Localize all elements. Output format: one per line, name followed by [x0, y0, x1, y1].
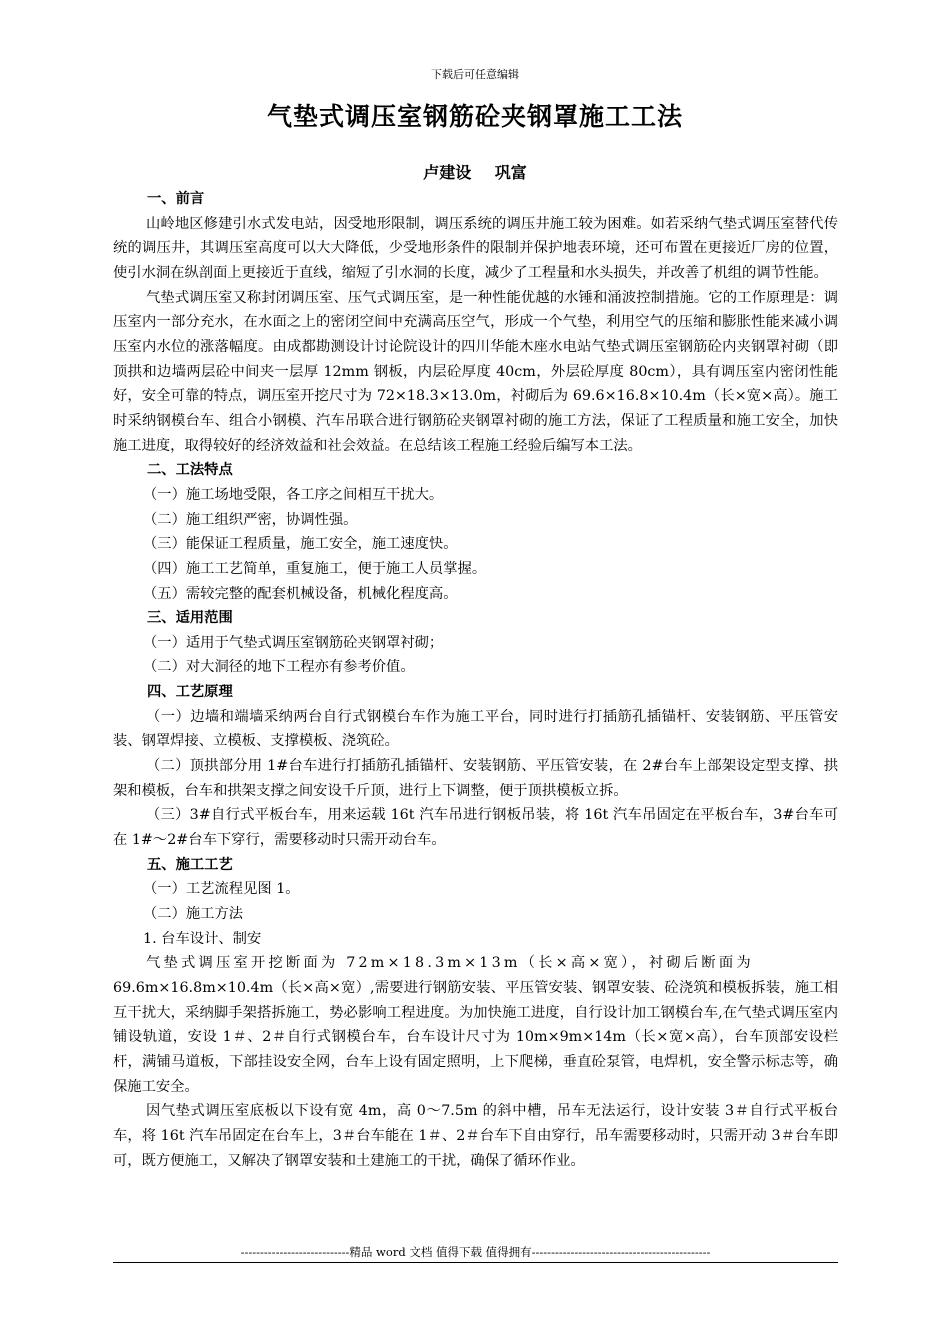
- paragraph: 山岭地区修建引水式发电站，因受地形限制，调压系统的调压井施工较为困难。如若采纳气垫式调压室替代传统的调压井，其调压室高度可以大大降低，少受地形条件的限制并保护地表环境，还可布置在更接近厂房的位置，使引水洞在纵剖面上更接近于直线，缩短了引水洞的长度，减少了工程量和水头损失，并改善了机组的调节性能。: [113, 215, 838, 281]
- section-heading-principle: 四、工艺原理: [147, 684, 233, 701]
- paragraph: （三）3#自行式平板台车，用来运载 16t 汽车吊进行钢板吊装，将 16t 汽车吊固定在平板台车，3#台车可在 1#～2#台车下穿行，需要移动时只需开动台车。: [113, 807, 838, 849]
- document-title: 气垫式调压室钢筋砼夹钢罩施工工法: [266, 102, 683, 131]
- list-item: （四）施工工艺简单，重复施工，便于施工人员掌握。: [143, 560, 487, 577]
- paragraph: 气垫式调压室又称封闭调压室、压气式调压室，是一种性能优越的水锤和涌波控制措施。它的工作原理是：调压室内一部分充水，在水面之上的密闭空间中充满高压空气，形成一个气垫，利用空气的压缩和膨胀性能来减小调压室内水位的涨落幅度。由成都勘测设计讨论院设计的四川华能木座水电站气垫式调压室钢筋砼内夹钢罩衬砌（即顶拱和边墙两层砼中间夹一层厚 12mm 钢板，内层砼厚度 40cm，外层砼厚度 80cm），具有调压室内密闭性能好，安全可靠的特点，调压室开挖尺寸为 72×18.3×13.0m，衬砌后为 69.6×16.8×10.4m（长×宽×高）。施工时采纳钢模台车、组合小钢模、汽车吊联合进行钢筋砼夹钢罩衬砌的施工方法，保证了工程质量和施工安全，加快施工进度，取得较好的经济效益和社会效益。在总结该工程施工经验后编写本工法。: [113, 289, 838, 454]
- authors: [0, 160, 950, 183]
- page-header: 下载后可任意编辑: [431, 68, 519, 81]
- list-item: （三）能保证工程质量，施工安全，施工速度快。: [143, 536, 458, 553]
- paragraph: （二）顶拱部分用 1#台车进行打插筋孔插锚杆、安装钢筋、平压管安装，在 2#台车上部架设定型支撑、拱架和模板，台车和拱架支撑之间安设千斤顶，进行上下调整，便于顶拱模板立拆。: [113, 758, 838, 799]
- paragraph: （一）边墙和端墙采纳两台自行式钢模台车作为施工平台，同时进行打插筋孔插锚杆、安装钢筋、平压管安装、钢罩焊接、立模板、支撑模板、浇筑砼。: [113, 708, 838, 750]
- list-item: （二）对大洞径的地下工程亦有参考价值。: [143, 659, 415, 676]
- list-item: （五）需较完整的配套机械设备，机械化程度高。: [143, 585, 458, 602]
- paragraph-first-line: 气垫式调压室开挖断面为 72m×18.3m×13m（长×高×宽），衬砌后断面为: [146, 955, 754, 972]
- section-heading-features: 二、工法特点: [147, 462, 233, 479]
- list-item: （一）适用于气垫式调压室钢筋砼夹钢罩衬砌；: [143, 634, 444, 651]
- footer-divider: [113, 1262, 838, 1263]
- page-footer: ----------------------------精品 word 文档 值得下载 值得拥有----------------------------------------------: [240, 1245, 711, 1259]
- list-item: （一）施工场地受限，各工序之间相互干扰大。: [143, 486, 444, 503]
- list-item: （二）施工组织严密，协调性强。: [143, 511, 358, 528]
- paragraph: 因气垫式调压室底板以下设有宽 4m，高 0～7.5m 的斜中槽，吊车无法运行，设计安装 3＃自行式平板台车，将 16t 汽车吊固定在台车上，3＃台车能在 1＃、2＃台车下自由穿行，吊车需要移动时，只需开动 3＃台车即可，既方便施工，又解决了钢罩安装和土建施工的干扰，确保了循环作业。: [113, 1103, 838, 1169]
- section-heading-process: 五、施工工艺: [147, 856, 233, 873]
- document-body: [113, 187, 838, 1173]
- author-1: 卢建设: [423, 163, 472, 182]
- list-item: 1. 台车设计、制安: [143, 930, 262, 947]
- list-item: （一）工艺流程见图 1。: [143, 881, 300, 898]
- section-heading-preface: 一、前言: [147, 191, 205, 207]
- paragraph: 69.6m×16.8m×10.4m（长×高×宽）,需要进行钢筋安装、平压管安装、钢罩安装、砼浇筑和模板拆装，施工相互干扰大，采纳脚手架搭拆施工，势必影响工程进度。为加快施工进度，自行设计加工钢模台车,在气垫式调压室内铺设轨道，安设 1＃、2＃自行式钢模台车，台车设计尺寸为 10m×9m×14m（长×宽×高），台车顶部安设栏杆，满铺马道板，下部挂设安全网，台车上设有固定照明，上下爬梯，垂直砼泵管，电焊机，安全警示标志等，确保施工安全。: [113, 980, 838, 1095]
- author-2: 巩富: [494, 163, 527, 182]
- section-heading-scope: 三、适用范围: [147, 610, 233, 627]
- list-item: （二）施工方法: [143, 906, 244, 923]
